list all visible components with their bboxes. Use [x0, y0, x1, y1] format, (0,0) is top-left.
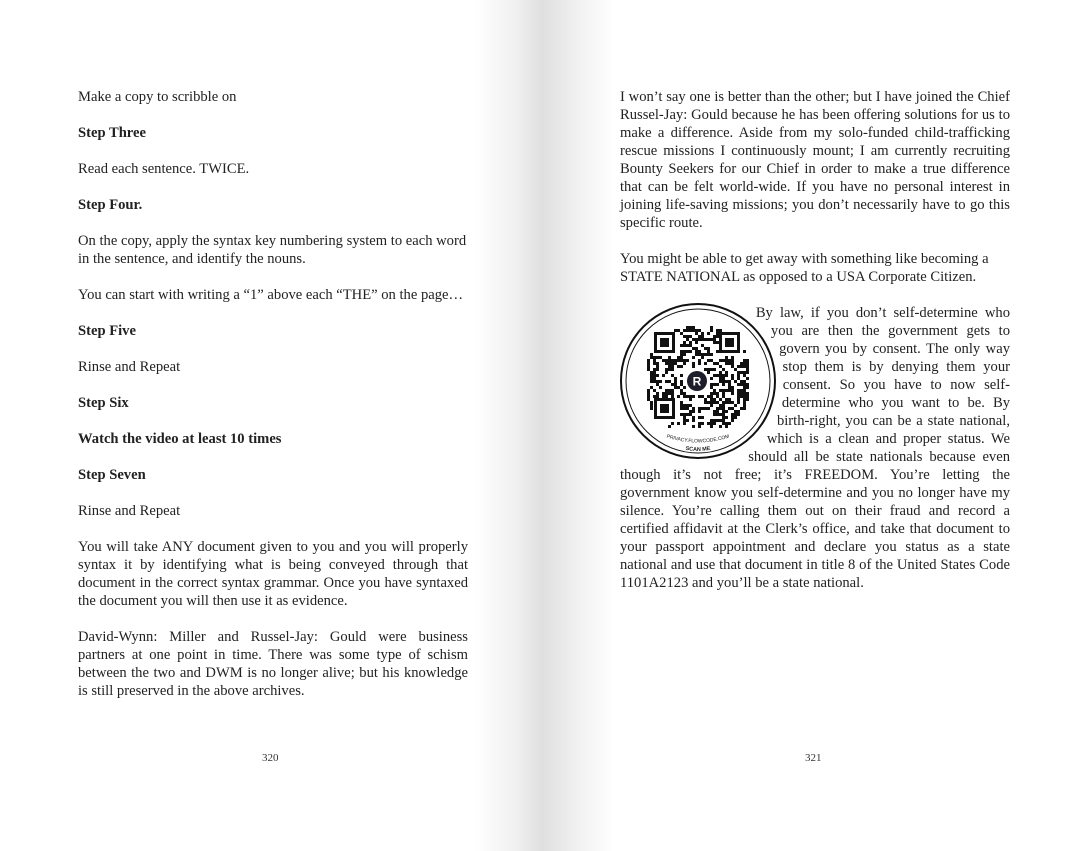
left-paragraph: You can start with writing a “1” above each “THE” on the page… — [78, 287, 464, 303]
left-paragraph: On the copy, apply the syntax key numbering system to each word in the sentence, and identify the nouns. — [78, 233, 467, 267]
right-paragraph-2: You might be able to get away with something like becoming a STATE NATIONAL as opposed to a USA Corporate Citizen. — [620, 251, 989, 285]
left-paragraph: Make a copy to scribble on — [78, 89, 237, 105]
qr-scan-me-text: SCAN ME — [685, 445, 711, 454]
right-paragraph-3: By law, if you don’t self-determine who you are then the government gets to govern you by consent. The only way stop them is by denying them your consent. So you have to now self-determine who you want to be. By birth-right, you can be a state national, which is a clean and proper status. We should all be state nationals because even though it’s not free; it’s FREEDOM. You’re letting the government know you self-determine and you no longer have my silence. You’re calling them out on their fraud and record a certified affidavit at the Clerk’s office, and take that document to your passport appointment and declare you status as a state national and use that document in title 8 of the United States Code 1101A2123 and you’ll be a state national. — [620, 305, 1010, 591]
left-paragraph: Rinse and Repeat — [78, 503, 181, 519]
step-heading: Step Four. — [78, 197, 143, 213]
left-page-text — [78, 88, 468, 718]
left-paragraph: David-Wynn: Miller and Russel-Jay: Gould were business partners at one point in time. There was some type of schism between the two and DWM is no longer alive; but his knowledge is still preserved in the above archives. — [78, 629, 468, 699]
right-page-number: 321 — [805, 752, 822, 764]
left-page-number: 320 — [262, 752, 279, 764]
left-paragraph: Read each sentence. TWICE. — [78, 161, 250, 177]
step-heading: Step Six — [78, 395, 129, 411]
left-paragraph: You will take ANY document given to you and you will properly syntax it by identifying what is being conveyed through that document in the correct syntax grammar. Once you have syntaxed the document you will then use it as evidence. — [78, 539, 468, 609]
right-page-text — [620, 88, 1010, 610]
step-heading: Watch the video at least 10 times — [78, 431, 282, 447]
right-paragraph-1: I won’t say one is better than the other; but I have joined the Chief Russel-Jay: Gould because he has been offering solutions for us to make a difference. Aside from my solo-funded child-trafficking rescue missions I continuously mount; I am currently recruiting Bounty Seekers for our Chief in order to make a true difference that can be felt world-wide. If you have no personal interest in joining life-saving missions; you don’t necessarily have to go this specific route. — [620, 89, 1010, 231]
qr-url-text: PRIVACY.FLOWCODE.COM — [665, 433, 731, 445]
step-heading: Step Three — [78, 125, 146, 141]
left-paragraph: Rinse and Repeat — [78, 359, 181, 375]
gutter-shadow-right — [544, 0, 614, 851]
step-heading: Step Seven — [78, 467, 146, 483]
right-page — [544, 0, 1089, 851]
qr-center-logo — [685, 369, 709, 393]
qr-finder-top-left — [654, 332, 675, 353]
qr-code-image — [619, 302, 777, 460]
left-page — [0, 0, 544, 851]
qr-logo-letter: R — [692, 374, 702, 389]
qr-code[interactable] — [619, 302, 777, 460]
qr-finder-bottom-left — [654, 398, 675, 419]
gutter-shadow-left — [474, 0, 544, 851]
qr-finder-top-right — [719, 332, 740, 353]
step-heading: Step Five — [78, 323, 136, 339]
